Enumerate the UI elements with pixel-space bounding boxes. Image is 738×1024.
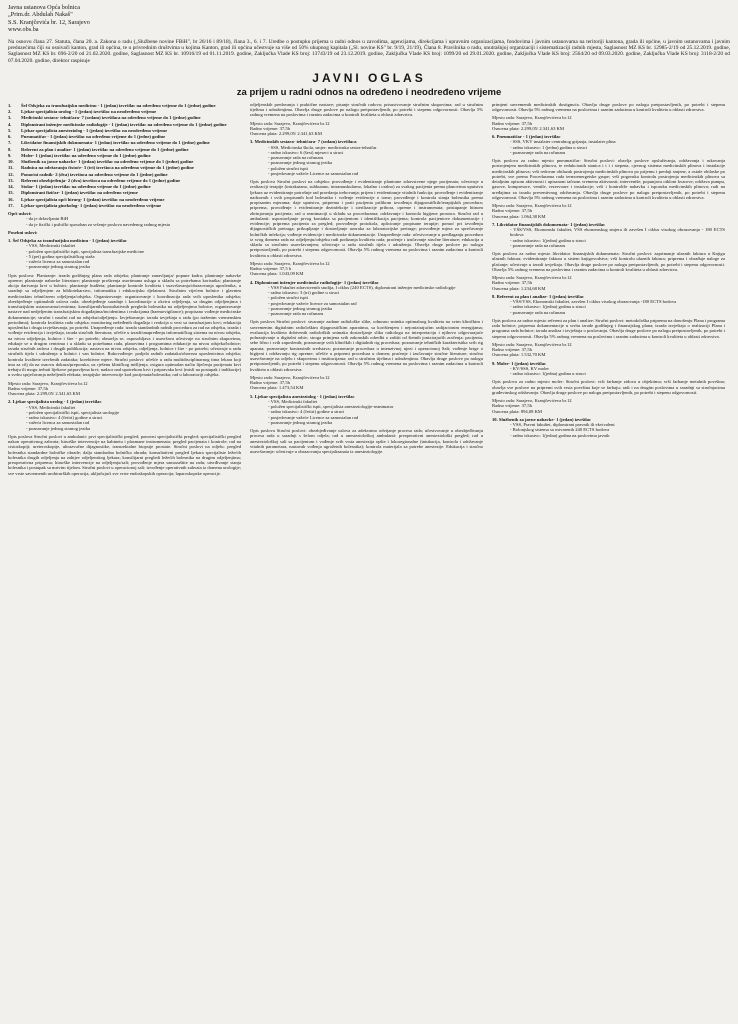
org-name: Javna ustanova Opća bolnica [8, 4, 80, 11]
requirement: - radno iskustvo: 3 (tri) godine u struci [268, 290, 340, 296]
position-1-description: Opis poslova: Planiranje: izrada godišnjeg plana rada odsjeka; planiranje zanavljanja/ popune kadra; planiranje nabavke opreme; planiranje nabavke literature; planiranje proširenja asortimana usluga u skladu sa potrebama korisnika; planiranje akcija darivanja krvi u bolnici; planiranje budžeta; planiranje kontrole kvaliteta i usavršavanja/obrazovanja uposlenika, u saradnji sa odjeljenjem za bibliotekarstvo, informatiku i edukacijsku djelatnost. Stručnim vijećem bolnice i glavnim medicinskim tehničarem odjeljenja/odsjeka. Organizovanje: organizovanje i koordinacija rada svih uposlenika odsjeka; obezbjeđenje optimalnih uslova rada; obezbjeđenje saradnje i koordinacije u okviru odjeljenja, sa drugim odjeljenjima i transfuzijskim ustanovama/centrima; konsilijarnih/konsultativnih pregleda bolesnika na odjeljenjima bolnice; organizovanje nastave nad nedjeljenim transfuzijskim događajima/incidentima i reakcijama (haemovigilance); propisano vođenje medicinske dokumentacije; stručni i naučni rad na odsjeku/odjeljenju. Izvještavanje: izrada izvještaja o radu (po traženim vremenskim periodima); kontrola kvaliteta rada odsjeka; monitoring nežeđenih događaja i reakcija u vezi sa transfuzijom krvi; edukacija uposlenika i druga izvještavanja, po potrebi. Unapređenje rada: izrada standardnih radnih procedura za rad na odsjeku, izrada i vođenje evidencija i izvještaja, izrada stručnih literatura; učešće u izradi/unapređenju informatičkog sistema na nivou odsjeka, na nivou odjeljenja, bolnice i šire - po potrebi; obnavlja se, osposobljava i usavršava učestvuje na stručnim skupovima, edukuje se u drugim centrima i u skladu sa potrebama rada, planovima i programima edukacije na nivou odsjeka/bolnice; izrada stručnih radova i drugih publikacija; nastava na nivou odsjeka, odjeljenja, bolnice i šire - po potrebi; učestvuje u radu stručnih tijela i udruženja u bolnici i van bolnice. Rukovođenje: podjela radnih zadataka/obaveza uposlenicima odsjeka; kontrola kvalitete izvršenih zadataka; korektivne mjere. Stručni poslovi: učešće u radu multidisciplinarnog tima lekara koji ima za cilj da na osnovu dokaza/preporuka, uz rješenu kliničkog mišljenja, osigura optimalan način liječenja pacijenata krvi trebaju ili mogu trebati lijekove pripravljena krvi; nadzor nad upotrebom krvi i pripravaka krvi (misli na postupak i indikacije) u svrhu sprječavanja neželjenih efekata; terapijske intervencije kod pacijenata/bolesnika; rad u laboratoriji odsjeka. [8, 272, 241, 378]
position-number: 5. [8, 127, 12, 133]
position-name: Stolar- 1 (jedan) izvršilac na određeno vrijeme do 1 (jedne) godine [21, 184, 151, 190]
general-condition: - da je državljanin BiH [26, 216, 69, 222]
header-block [8, 4, 730, 34]
base-salary: Osnovna plata: 2.299,05/ 2.341,63 KM [8, 391, 80, 397]
requirement: - radno iskustvo: 4 (četiri) godine u struci [26, 415, 103, 421]
position-number: 16. [8, 196, 14, 202]
position-number: 2. [8, 109, 12, 115]
requirement: - položen specijalistički ispit, specijalista anesteziologije-reanimator [268, 404, 394, 410]
hospital-name: „Prim.dr. Abdulah Nakaš" [8, 11, 73, 19]
requirement: - VŠS/VSS, Ekonomski fakultet, VŠS ekonomskog smjera ili završen I ciklus visokog obrazovanja - 180 ECTS bodova [510, 227, 725, 238]
position-4-description: Opis poslova Stručni poslovi: stvaranje zadane radiološke slike, odnosno snimka optimalnog kvaliteta na svim kliničkim i savremenim digitalnim radiološkim dijagnostičkim aparatima, sa korištenjem i nejonizirajućim radijacionim energijama; evaluacija kvaliteta dobivenih radioloških snimaka dostavljanje slika radiologu na interpretaciju i njihovo odgovarajuće pohranjivanje u digitalni arhiv; stroga primjena svih zakonskih odredbi o zaštiti od štetnih jonizirajućih zračenja; pacijenta, sebe lično i svih zaposlenih; poznavanje svih kliničkih i digitalnih rtg procedura; poznavanje tehničkih karakteristika svih rtg aparata; poznavanje kontrastnih sredstava; poznavanje procedura u intenzivnoj njezi i operacionoj Sali; vođenje brige o higijeni i održavanju rtg opreme; učešće u pripremi procedura u domen; praćenje i izučavanje stručne literature; stručno usavršavanje na odjelu i skupovima i institucijama; rad u stručnim tijelima i udruženjima. Obavlja druge poslove po nalogu pretpostavljenih, po potrebi i stepenu odgovornosti. Obavlja 5% radnog vremena na poslovima i raznim zadacima u kontroli kvaliteta u oblasti zdravstva. [250, 319, 483, 372]
requirement: - SSS, Medicinska škola, smjer: medicinska sestra-tehničar [268, 144, 377, 150]
position-number: 13. [8, 177, 14, 183]
requirement: - poznavanje jednog stranog jezika [26, 264, 91, 270]
position-list-item [8, 103, 241, 108]
work-place: Mjesto rada: Sarajevo, Kranjčevićeva br.12 [492, 115, 572, 121]
base-salary: Osnovna plata: 1.064,38 KM [492, 213, 546, 219]
position-number: 8. [8, 146, 12, 152]
position-list-item [8, 159, 241, 164]
position-list-item [8, 122, 241, 127]
requirement: - radno iskustvo: 4 (četiri) godine u struci [268, 409, 345, 415]
position-name: Likvidator finansijskih dokumenata- 1 (jedan) izvršilac na određeno vrijeme do 1 (jedne) godine [21, 140, 210, 146]
requirement: - poznavanje rada na računaru [510, 309, 566, 315]
position-2-title: 2. Ljekar specijalista urolog - 1 (jedan) izvršilac [8, 399, 102, 405]
work-place: Mjesto rada: Sarajevo, Kranjčevićeva br.12 [492, 341, 572, 347]
position-5-description: Opis poslova Stručni poslovi: obezbjeđivanje uslova za adekvatno odvijanje procesa rada; učestvovanje u obezbjeđivanju procesa rada u saradnji s šefom odjela; rad u anesteziološkoj ambulanti: preoperativni anesteziološki pregled; rad u anesteziološkoj sali sa pacijentom i vođenje svih vrsta anestezija opšte i lokoregionalne (intubacija, kontrola i održavanje vitalnih parametara, nastavak vođenja ugroženih bolesnika); kontrola materijala za potrebe anestezije. Edukacija i stručno usavršavanje: učestvuje u obrazovanju specijalizanata iz anesteziologije. [250, 428, 483, 455]
requirement: - radno iskustvo: 1(jedna) godina u struci [510, 371, 586, 377]
work-hours: Radno vrijeme: 37,5h [8, 385, 48, 391]
base-salary: Osnovna plata: 1.532,70 KM [492, 352, 546, 358]
ad-subtitle: za prijem u radni odnos na određeno i neodređeno vrijeme [236, 86, 502, 98]
requirement: - radno iskustvo: 1(jedna) godina u struci [510, 304, 586, 310]
position-number: 3. [8, 115, 12, 121]
position-name: Ljekar specijalista opći hirurg- 1 (jedan) izvršilac na neodređeno vrijeme [21, 196, 165, 202]
position-name: Ljekar specijalista urolog - 1 (jedan) izvršilac na neodređeno vrijeme [21, 109, 157, 115]
position-list-item [8, 109, 241, 114]
position-2-description: Opis poslova Stručni poslovi u ambulanti: prvi specijalistički pregled; ponovni specijalistički pregled; specijalistički pregled nakon operativnog zahvata; hirurške intervencije na kabinetu i plasmane instrumenata; pregled pacijenata i kontrole; rad na cistoskopiji; ureteroskopije, ultrazvučne dijagnostike, transrektalne biopsije prostate. Stručni poslovi na odjelu: pregled bolesnika standardne bolničke obrade; dalja standardna bolnička obrada; konsultativni pregled ljekara specijaliste ležećih bolesnika drugih odjeljenja na zahtjev odjeljenskog ljekara; konsilijarni pregledi ležećih bolesnika na drugim odjeljenjima; preoperativna priprema; hirurške intervencije na odjeljenju/sali; provođenje mjera samozaštite na radu; utvrđivanje stanja bolesnika i postupak sa mrtvim tijelom. Stručni poslovi u operacionoj sali: izvođenje operativnih zahvata iz domena urologije; sve vrste savremenih urohirurških operacija, uključujući sve vrste endoskopskih operacija; laparoskopske operacije. [8, 433, 241, 476]
requirement: - radno iskustvo: 1 (jedna) godina u struci [510, 144, 587, 150]
requirement: - VSS, Pravni fakultet, diplomirani pravnik ili ekvivalent [510, 422, 615, 428]
work-hours: Radno vrijeme: 37,5h [250, 380, 290, 386]
position-6-description: Opis poslova za radno mjesto pneumatičar: Stručni poslovi: obavlja poslove opsluživanja, održavanja i rukovanja postrojenjem medicinskih plinova, te redukcionih stanica i t i t stepena, cjevnog sistema medicinskih plinova i instalacije medicinskih plinova; vrši redovan obilazak postrojenja medicinskih plinova po prijemu i predaji smjene, a ostale obilaske po potrebi, sve prema Procedurama rada termoenergetske grupe; vrši pogonska kontrolu postrojenja medicinskih plinova sa detaljnim opisom aktivnosti i upisanom tačnom vremenu aktivnosti; interveniše; popunjava otkloni kvarove; održava pumpu, gasove, kompresore, ventile, rezervoare i instalacije; vrši i kontroliše nabavku i isporuku medicinskih plinova; radi na uređajima za izradu preventivnog održavanja. Obavlja druge poslove po nalogu pretpostavljenih, po potrebi i stepenu odgovornosti. Obavlja 5% radnog vremena na poslovima i raznim zadacima u kontroli kvaliteta u oblasti zdravstva. [492, 158, 725, 200]
position-list-item [8, 197, 241, 202]
positions-list [8, 103, 241, 208]
requirement: - VSS, Medicinski fakultet [26, 404, 76, 410]
position-number: 1. [8, 102, 12, 108]
position-name: Diplomirani inženjer medicinske radiologije - 1 (jedan) izvršilac na određeno vrijeme do 1 (jedne) godine [21, 121, 227, 127]
requirement: - radno iskustvo: 1(jedna) godina na poslovima javnih [510, 432, 610, 438]
requirement: - položen specijalistički ispit, specijalista transfuzijske medicine [26, 248, 144, 254]
requirement: - posjedovanje važeće Licence za samostalan rad [268, 170, 359, 176]
base-salary: Osnovna plata: 1.043,09 KM [250, 271, 304, 277]
requirement: - poznavanje rada na računaru [510, 242, 566, 248]
work-hours: Radno vrijeme: 37,5h [492, 403, 532, 409]
position-name: Diplomirani fizičar- 1 (jedan) izvršilac na određeno vrijeme [21, 190, 138, 196]
position-name: Medicinski sestara- tehničara- 7 (sedam) izvršilaca na određeno vrijeme do 1 (jedne) godine [21, 115, 201, 121]
base-salary: Osnovna plata: 2.299,05/ 2.341,63 KM [250, 131, 322, 137]
base-salary: Osnovna plata: 1.234,68 KM [492, 285, 546, 291]
requirement: - položen stručni ispit [268, 295, 308, 301]
requirement: - položen stručni ispit [268, 165, 308, 171]
position-name: Pomoćni radnik- 2 (dva) izvršioca na određeno vrijeme do 1 (jedne) godine [21, 171, 168, 177]
position-list-item [8, 128, 241, 133]
position-number: 17. [8, 202, 14, 208]
position-7-description: Opis poslova za radno mjesto likvidator finansijskih dokumenata: Stručni poslovi: zaprimanje ulaznih faktura u Knjigu ulaznih faktura; evidentiranje faktura u sistem knjigovodstva; vrši kontrolu ulaznih faktura; priprema i obrađuje naloge za plaćanje; učestvuje u izradi izvještaja. Obavlja druge poslove po nalogu pretpostavljenih, po potrebi i stepenu odgovornosti. Obavlja 5% radnog vremena na poslovima i raznim zadacima u kontroli kvaliteta u oblasti zdravstva. [492, 251, 725, 272]
requirement: - Bolonjskog sistema sa ostvarenih 240 ECTS bodova [510, 427, 610, 433]
requirement: - SSS, VKV instalater centralnog grijanja, instalater plina [510, 139, 616, 145]
position-number: 15. [8, 190, 14, 196]
requirement: - poznavanje jednog stranog jezika [26, 425, 91, 431]
work-hours: Radno vrijeme: 37,5h [250, 125, 290, 131]
position-list-item [8, 115, 241, 120]
position-name: Ljekar specijalista anesteziolog - 1 (jedan) izvršilac na neodređeno vrijeme [21, 127, 168, 133]
position-list-item [8, 178, 241, 183]
position-number: 7. [8, 140, 12, 146]
requirement: - važeća licenca za samostalan rad [26, 259, 90, 265]
position-list-item [8, 190, 241, 195]
work-place: Mjesto rada: Sarajevo, Kranjčevićeva br.12 [492, 398, 572, 404]
position-10-title: 10. Službenik za javne nabavke- 1 (jedan) izvršilac [492, 416, 592, 422]
requirement: - VSS, Medicinski fakultet [268, 398, 318, 404]
position-name: Ljekar specijalista ginekolog- 1 (jedan) izvršilac na neodređeno vrijeme [21, 202, 162, 208]
column-1 [8, 102, 241, 982]
position-name: Radnica na održavanju čistoće- 3 (tri) izvršioca na određeno vrijeme do 1 (jedne) godine [21, 165, 194, 171]
work-place: Mjesto rada: Sarajevo, Kranjčevićeva br.12 [250, 260, 330, 266]
position-3-description: Opis poslova Stručni poslovi na odsjeku: provođenje i evidentiranje planirane zdravstvene njege pacijenata; učestvuje u realizaciji terapije (intrakutano, subkutano, intramuskularno, lokalno i oralno) za svakog pacijenta prema planovima uputstvu ljekara uz evidentiranje potrošnje rad pravdanja trebovanja; prijem i evidentiranje vitalnih funkcija; provođenje i evidentiranje nadzornih i svih propisanih kod bolesnika i vođenje evidencije o tome; provođenje i kontrola stanja bolesnika prema propisanim mjerama; daje uputstva, priprema i prati pacijenta prilikom izvođenja dijagnostičkih/terapijskih procedura; priprema, provođenje i evidentiranje dezinfekcije i sterilizacije pribora, opreme i instrumenata; pristupanje hitnom zbrinjavanju pacijenta; rad u reanimaciji u skladu sa procedurama; održavanje i kontrola higijene prostora. Stručni rad u ambulanti: uspostavljanje prvog kontakta sa pacijentom i identifikacija pacijenta; kontrola pacijentove dokumentacije i evidencije; priprema pacijenta za pregled; provođenje protokola, apliciranje propisane terapije; pomoć pri izvođenju dijagnostičkih pretraga; prikupljanje i dostavljanje uzoraka za laboratorijske pretrage; provođenje mjera za sprečavanje bolničkih infekcija; vođenje evidencije i medicinske dokumentacije. Unapređenje rada: učestvovanje u predlaganju procedura iz svog domena rada na odjeljenju/odsjeku radi podizanja kvaliteta rada; praćenje i izučavanje stručne literature; edukacija u skladu sa stručnim usavršavanjem; učestvuje u radu stručnih tijela i udruženja. Obavlja druge poslove po nalogu pretpostavljenih, po potrebi i stepenu odgovornosti. Obavlja 5% radnog vremena na poslovima i raznim zadacima u kontroli kvaliteta u oblasti zdravstva. [250, 179, 483, 258]
requirement: - radno iskustvo: 6 (šest) mjeseci u struci [268, 149, 344, 155]
columns [8, 102, 730, 982]
requirement: - poznavanje jednog stranog jezika [268, 305, 333, 311]
position-number: 6. [8, 134, 12, 140]
position-5-title: 5. Ljekar specijalista anesteziolog - 1 (jedan) izvršilac [250, 393, 355, 399]
requirement: - poznavanje rada na računaru [268, 155, 324, 161]
position-8-description: Opis poslova za radno mjesto referent za plan i analize: Stručni poslovi: metodološka priprema na donošenju Plana i programa rada bolnice; priprema dokumentacije u svrhu izrade godišnjeg i finansijskog plana; izrada izvještaja o realizaciji Plana i programa rada bolnice; izrada analiza i izvještaja o poslovanju. Obavlja druge poslove po nalogu pretpostavljenih, po potrebi i stepenu odgovornosti. Obavlja 5% radnog vremena na poslovima i raznim zadacima u kontroli kvaliteta u oblasti zdravstva. [492, 317, 725, 339]
position-1-title: 1. Šef Odsjeka za transfuzijsku medicinu - 1 (jedan) izvršilac [8, 238, 127, 244]
position-list-item [8, 184, 241, 189]
hospital-website[interactable]: www.obs.ba [8, 26, 39, 34]
requirement: - poznavanje rada na računaru [510, 149, 566, 155]
position-9-title: 9. Moler- 1 (jedan) izvršilac [492, 360, 547, 366]
position-list-item [8, 153, 241, 158]
position-list-item [8, 147, 241, 152]
requirement: - radno iskustvo: 1(jedna) godina u struci [510, 237, 586, 243]
work-hours: Radno vrijeme: 37,5h [492, 120, 532, 126]
position-8-title: 8. Referent za plan i analize- 1 (jedan) izvršilac [492, 293, 584, 299]
continued-description: primjeni savremenih medicinskih dostignuća. Obavlja druge poslove po nalogu pretpostavljenih, po potrebi i stepenu odgovornosti. Obavlja 5% radnog vremena na poslovima i raznim zadacima u kontroli kvaliteta u oblasti zdravstva. [492, 101, 725, 113]
base-salary: Osnovna plata: 894,08 KM [492, 408, 543, 414]
requirement: - poznavanje jednog stranog jezika [268, 160, 333, 166]
position-name: Pneumatičar - 1 (jedan) izvršilac na određeno vrijeme do 1 (jedne) godine [21, 134, 166, 140]
requirement: - posjedovanje važeće Licence za samostalan rad [268, 414, 359, 420]
requirement: - VŠS/VSS, Ekonomski fakultet, završen I ciklus visokog obrazovanja -180 ECTS bodova [510, 299, 677, 305]
work-hours: Radno vrijeme: 37,5h [492, 208, 532, 214]
requirement: - važeća licenca za samostalan rad [26, 420, 90, 426]
general-condition: - da je fizički i psihički sposoban za vršenje poslova navedenog radnog mjesta [26, 221, 170, 227]
position-3-title: 3. Medicinskih sestara- tehničara- 7 (sedam) izvršilaca [250, 139, 357, 145]
position-name: Moler- 1 (jedan) izvršilac na određeno vrijeme do 1 (jedne) godine [21, 152, 151, 158]
position-list-item [8, 140, 241, 145]
position-name: Šef Odsjeka za transfuzijsku medicinu - 1 (jedan) izvršilac na određeno vrijeme do 1 (jedne) godine [21, 102, 216, 108]
intro-paragraph: Na osnovu člana 27. Statuta, člana 20. a. Zakona o radu („Službene novine FBiH", br 26/16 i 89/18), člana 3., 6. i 7. Uredbe o postupku prijema u radni odnos u zavodima, agencijama, direkcijama i upravnim organizacijama, fondovima i javnim ustanovama na teritoriji kantona, grada ili općine, u javnim ustanovama i javnim preduzećima čiji su osnivači kanton, grad ili općina, te u privrednim društvima u kojima Kanton, grad ili općina učestvuje sa više od 50% ukupnog kapitala („Sl. novine KS" br. 9/19, 21/19), Člana 8. Pravilnika o radu, unutrašnjoj organizaciji i sistematizaciji radnih mjesta, Saglasnost MZ KS br. 12985-2/19 od 25.12.2019. godine, Saglasnost MZ KS br. 696-2/20 od 21.02.2020. godine, Saglasnost MZ KS br. 10916/19 od 01.11.2019. godine, Zaključka Vlade KS broj: 13743/19 od 23.12.2019. godine, Zaključka Vlade KS broj: 1099/20 od 29.01.2020. godine, Zaključka Vlade KS broj: 2564/20 od 09.03.2020. godine, Zaključka Vlade KS broj: 3118-2/20 od 07.04.2020. godine, direktor raspisuje [8, 38, 730, 64]
requirement: - poznavanje jednog stranog jezika [268, 419, 333, 425]
work-place: Mjesto rada: Sarajevo, Kranjčevićeva br.12 [492, 203, 572, 209]
special-conditions-title: Posebni uslovi: [8, 229, 38, 235]
work-place: Mjesto rada: Sarajevo, Kranjčevićeva br.12 [8, 380, 88, 386]
position-number: 11. [8, 165, 14, 171]
work-hours: Radno vrijeme: 37,5h [492, 347, 532, 353]
work-hours: Radno vrijeme: 37,5 h [250, 266, 292, 272]
position-number: 10. [8, 159, 14, 165]
requirement: - poznavanje rada na računaru [268, 311, 324, 317]
base-salary: Osnovna plata: 1.473,54 KM [250, 385, 304, 391]
position-name: Službenik za javne nabavke- 1 (jedan) izvršilac na određeno vrijeme do 1 (jedne) godine [21, 159, 194, 165]
work-hours: Radno vrijeme: 37,5h [492, 280, 532, 286]
position-list-item [8, 134, 241, 139]
work-place: Mjesto rada: Sarajevo, Kranjčevićeva br.12 [250, 374, 330, 380]
requirement: - 5 (pet) godina specijalističkog staža [26, 253, 95, 259]
work-place: Mjesto rada: Sarajevo, Kranjčevićeva br.12 [492, 275, 572, 281]
column-3 [492, 102, 725, 982]
ad-title: JAVNI OGLAS [312, 70, 426, 85]
general-conditions-title: Opći uslovi: [8, 211, 32, 217]
base-salary: Osnovna plata: 2.299,05/ 2.341,63 KM [492, 125, 564, 131]
position-number: 12. [8, 171, 14, 177]
position-name: Referent obezbjeđenja- 2 (dva) izvršioca na određeno vrijeme do 1 (jedne) godine [21, 177, 181, 183]
requirement: - položen specijalistički ispit, specijalista urologije [26, 409, 120, 415]
position-list-item [8, 172, 241, 177]
column-2 [250, 102, 483, 982]
continued-description: odjeljenskih predavanja i praktične nastave; pisanje stručnih radova; prisustvovanje stručnim skupovima; rad u stručnim tijelima i udruženjima. Obavlja druge poslove po nalogu pretpostavljenih, po potrebi i stepenu odgovornosti. Obavlja 5% radnog vremena na poslovima i raznim zadacima u kontroli kvaliteta u oblasti zdravstva. [250, 101, 483, 118]
position-number: 4. [8, 121, 12, 127]
position-9-description: Opis poslova za radno mjesto moler: Stručni poslovi: vrši farbanje zidova u objektima; vrši farbanje metalnih površina; obavlja sve poslove na pripremi svih vrsta površina koje se farbaju; radi i na drugim poslovima u saradnji sa stručnjacima građevinskog održavanja. Obavlja druge poslove po nalogu pretpostavljenih, po potrebi i stepenu odgovornosti. [492, 379, 725, 395]
position-number: 14. [8, 184, 14, 190]
position-list-item [8, 165, 241, 170]
position-name: Referent za plan i analize- 1 (jedan) izvršilac na određeno vrijeme do 1 (jedne) godine [21, 146, 189, 152]
position-number: 9. [8, 152, 12, 158]
requirement: - VSS, Medicinski fakultet [26, 243, 76, 249]
work-place: Mjesto rada: Sarajevo, Kranjčevićeva br.12 [250, 120, 330, 126]
position-7-title: 7. Likvidator finansijskih dokumenata- 1 (jedan) izvršilac [492, 221, 606, 227]
requirement: - posjedovanje važeće licence za samostalan rad [268, 300, 357, 306]
position-6-title: 6. Pneumatičar - 1 (jedan) izvršilac [492, 134, 561, 140]
position-4-title: 4. Diplomirani inženjer medicinske radiologije- 1 (jedan) izvršilac [250, 279, 379, 285]
requirement: - KV/SSS, KV moler [510, 365, 549, 371]
hospital-address: S.S. Kranjčevića br. 12, Sarajevo [8, 18, 90, 26]
requirement: - VSS Fakultet zdravstvenih studija, I ciklus (240 ECTS), diplomirani inženjer medicinske radiologije [268, 284, 456, 290]
